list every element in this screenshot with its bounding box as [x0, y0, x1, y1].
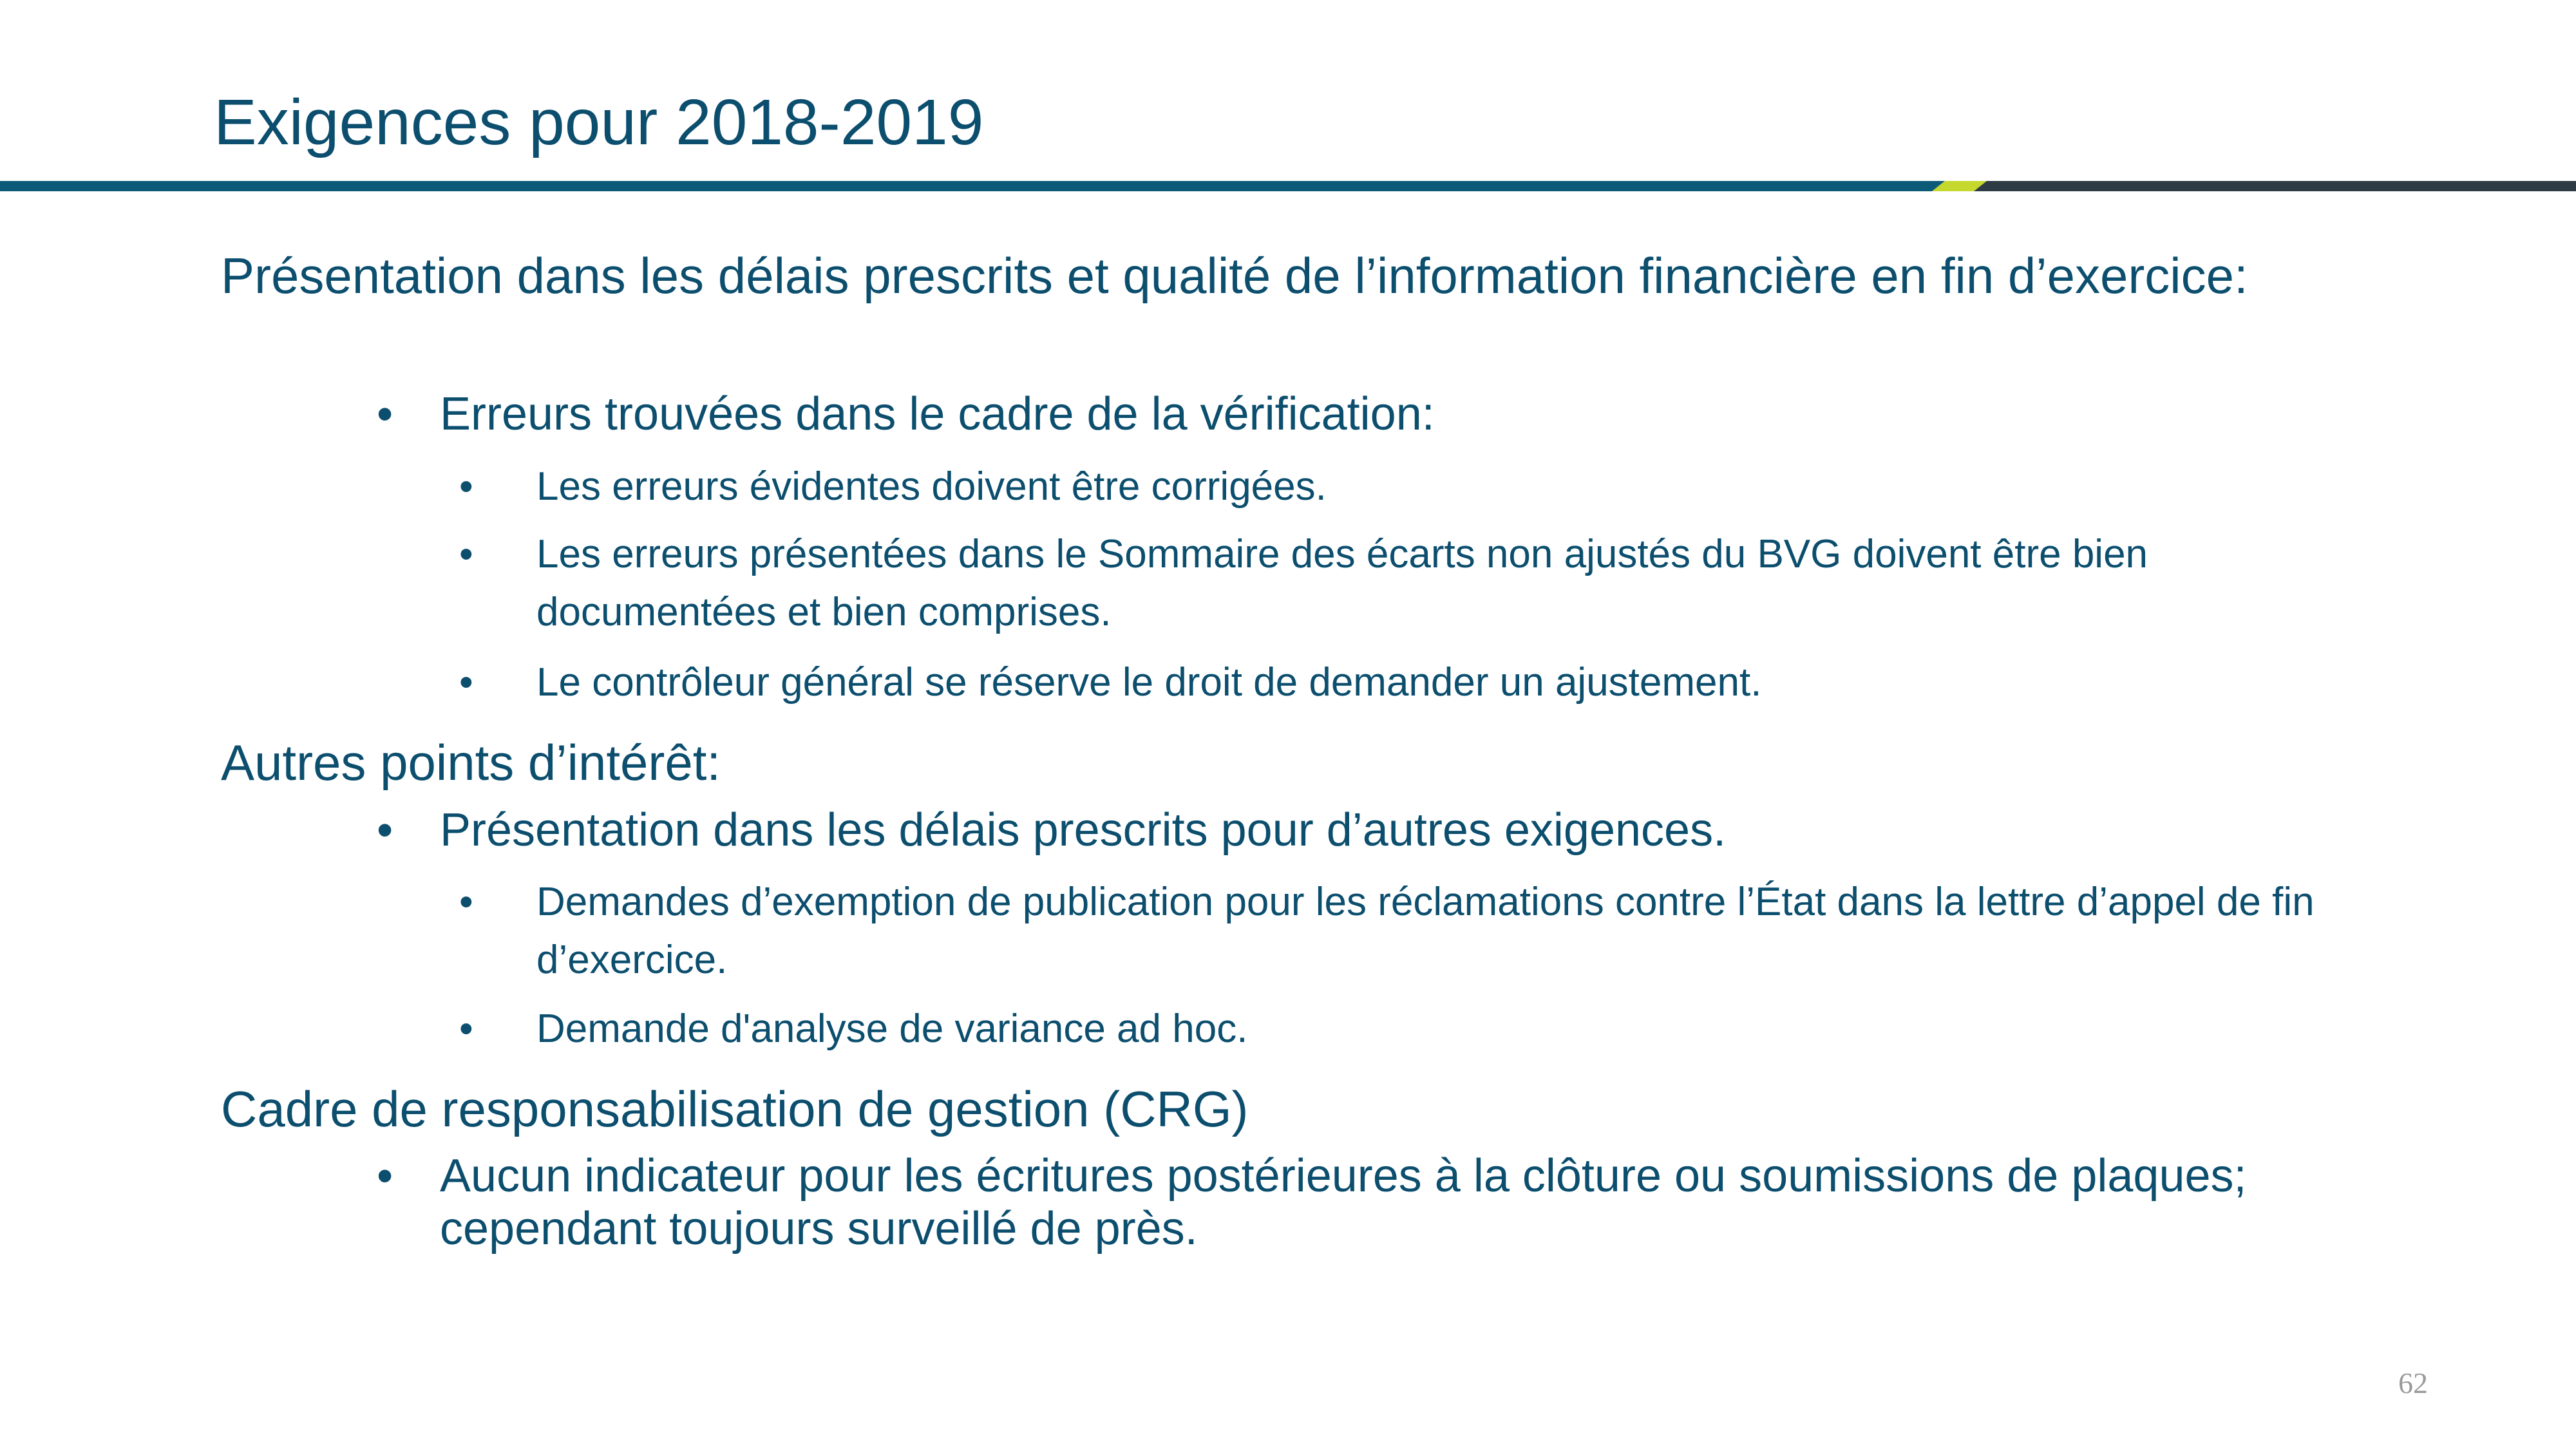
bullet: •: [459, 1007, 473, 1051]
bullet: •: [459, 660, 473, 705]
bullet: •: [459, 464, 473, 509]
bullet: •: [459, 880, 473, 924]
section-heading-autres-points: Autres points d’intérêt:: [221, 734, 721, 791]
slide-title: Exigences pour 2018-2019: [214, 86, 984, 158]
sub-item-controleur-general: Le contrôleur général se réserve le droit de demander un ajustement.: [536, 660, 1762, 705]
bullet: •: [377, 1150, 393, 1202]
list-item-erreurs-trouvees: Erreurs trouvées dans le cadre de la vérification:: [440, 388, 1435, 440]
bullet: •: [377, 804, 393, 856]
section-heading-crg: Cadre de responsabilisation de gestion (CRG): [221, 1081, 1249, 1137]
sub-item-erreurs-evidentes: Les erreurs évidentes doivent être corrigées.: [536, 464, 1327, 509]
sub-item-sommaire-ecarts: Les erreurs présentées dans le Sommaire des écarts non ajustés du BVG doivent être bien documentées et bien comprises.: [536, 532, 2148, 634]
sub-item-demandes-exemption: Demandes d’exemption de publication pour les réclamations contre l’État dans la lettre d’appel de fin d’exercice.: [536, 880, 2315, 982]
sub-item-analyse-variance: Demande d'analyse de variance ad hoc.: [536, 1007, 1248, 1051]
list-item-autres-exigences: Présentation dans les délais prescrits pour d’autres exigences.: [440, 804, 1727, 856]
bullet: •: [459, 532, 473, 576]
bullet: •: [377, 388, 393, 440]
section-heading-presentation: Présentation dans les délais prescrits et qualité de l’information financière en fin d’exercice:: [221, 247, 2248, 304]
list-item-aucun-indicateur: Aucun indicateur pour les écritures postérieures à la clôture ou soumissions de plaques; cependant toujours surveillé de près.: [440, 1150, 2247, 1255]
page-number: 62: [2398, 1367, 2428, 1399]
